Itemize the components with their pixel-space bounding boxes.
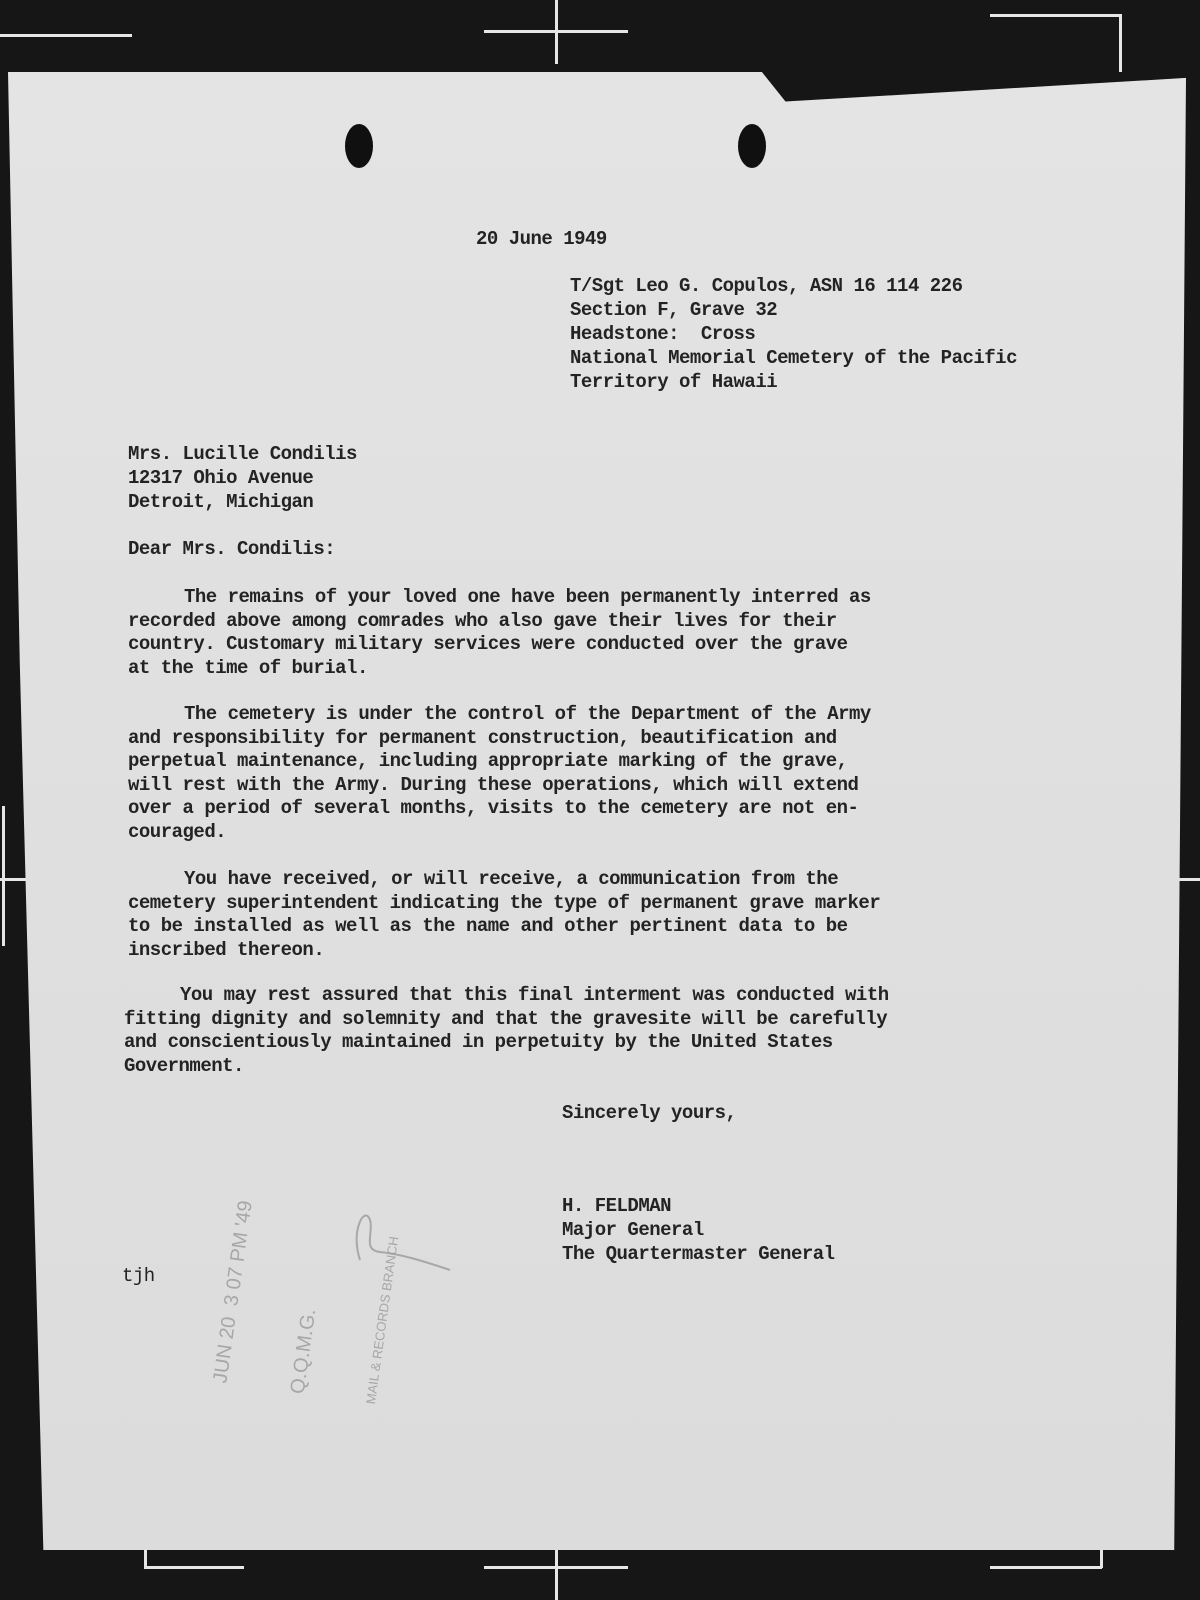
recipient-street: 12317 Ohio Avenue <box>128 467 314 489</box>
stamp-date-line: JUN 20 3 07 PM '49 <box>209 1199 257 1385</box>
salutation: Dear Mrs. Condilis: <box>128 538 336 560</box>
recipient-city: Detroit, Michigan <box>128 491 314 513</box>
body-paragraph-4: You may rest assured that this final interment was conducted with fitting dignity and solemnity and that the gravesite will be carefully and conscientiously maintained in perpetuity by the United States Government. <box>124 984 889 1077</box>
crop-mark-top-left-h <box>0 34 132 37</box>
stamp-office-line: Q.Q.M.G. <box>286 1307 321 1396</box>
crop-mark-top-center-h <box>484 30 628 33</box>
reference-line-3: Headstone: Cross <box>570 323 756 345</box>
crop-mark-top-right-h <box>990 14 1122 17</box>
crop-mark-bottom-left-h <box>144 1566 244 1569</box>
reference-line-1: T/Sgt Leo G. Copulos, ASN 16 114 226 <box>570 275 963 297</box>
recipient-name: Mrs. Lucille Condilis <box>128 443 357 465</box>
stamp-branch-line: MAIL & RECORDS BRANCH <box>362 1235 402 1406</box>
signer-rank: Major General <box>562 1219 704 1241</box>
reference-line-5: Territory of Hawaii <box>570 371 778 393</box>
reference-line-4: National Memorial Cemetery of the Pacific <box>570 347 1017 369</box>
body-paragraph-2: The cemetery is under the control of the Department of the Army and responsibility for permanent construction, beautification and perpetual maintenance, including appropriate marking of the grave, will rest with the Army. During these operations, which will extend over a period of several months, visits to the cemetery are not en- couraged. <box>128 703 871 843</box>
crop-mark-left-mid-v <box>2 806 5 946</box>
crop-mark-bottom-right-h <box>990 1566 1102 1569</box>
body-paragraph-1: The remains of your loved one have been permanently interred as recorded above among comrades who also gave their lives for their country. Customary military services were conducted over the grave at the time of burial. <box>128 586 871 679</box>
reference-line-2: Section F, Grave 32 <box>570 299 778 321</box>
punch-hole-right <box>738 124 766 168</box>
letter-date: 20 June 1949 <box>476 228 607 250</box>
punch-hole-left <box>345 124 373 168</box>
crop-mark-bottom-center-h <box>484 1566 628 1569</box>
crop-mark-top-right-v <box>1119 14 1122 72</box>
signer-name: H. FELDMAN <box>562 1195 672 1217</box>
body-paragraph-3: You have received, or will receive, a communication from the cemetery superintendent indicating the type of permanent grave marker to be installed as well as the name and other pertinent data to be inscribed thereon. <box>128 868 881 961</box>
closing: Sincerely yours, <box>562 1102 737 1124</box>
received-date-stamp <box>156 1199 402 1406</box>
signer-title: The Quartermaster General <box>562 1243 835 1265</box>
typist-initials: tjh <box>122 1265 155 1287</box>
